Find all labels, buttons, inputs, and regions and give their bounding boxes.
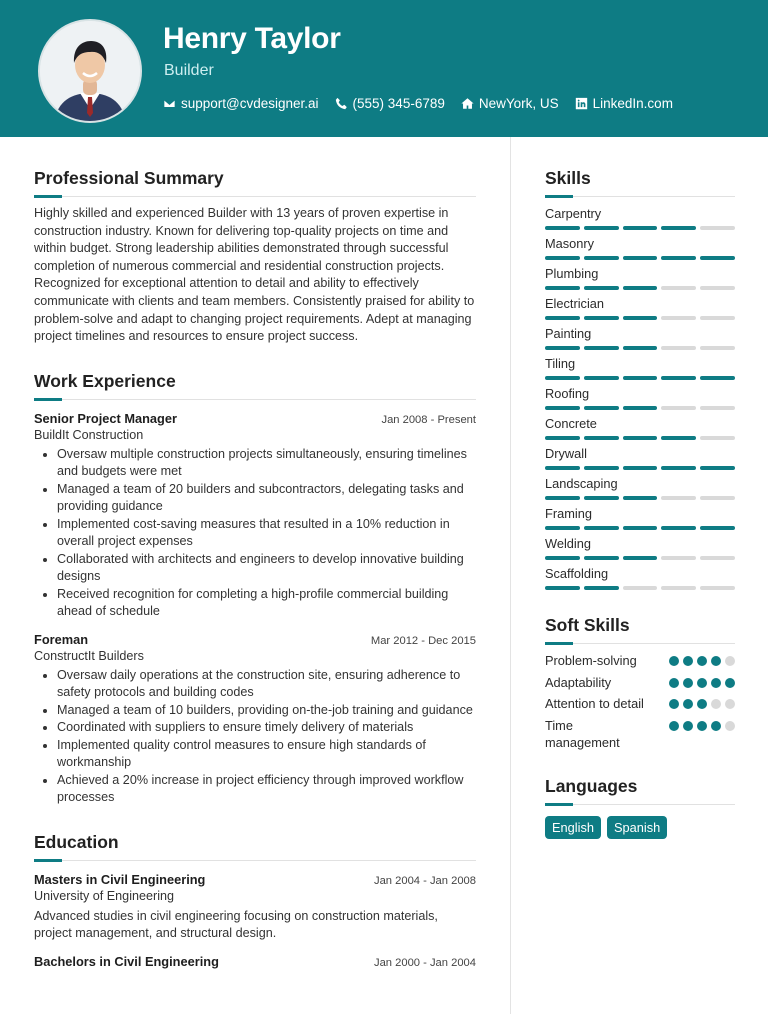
contact-linkedin-text: LinkedIn.com xyxy=(592,95,673,111)
skill-name: Concrete xyxy=(545,416,597,431)
skill-item xyxy=(545,446,735,470)
rating-dot xyxy=(711,699,721,709)
education-entry xyxy=(34,872,476,943)
job-bullet: • Received recognition for completing a high-profile commercial building ahead of schedule xyxy=(57,586,476,621)
skill-level-segment xyxy=(623,526,658,530)
skill-level-segment xyxy=(661,226,696,230)
skill-level-segment xyxy=(700,436,735,440)
degree-dates: Jan 2004 - Jan 2008 xyxy=(373,874,476,887)
job-title: Senior Project Manager xyxy=(34,410,177,426)
job-entry xyxy=(34,411,476,621)
skill-level-segment xyxy=(661,286,696,290)
rating-dot xyxy=(669,656,679,666)
skill-level-bar xyxy=(545,226,735,230)
education-section xyxy=(34,832,476,969)
job-company: BuildIt Construction xyxy=(34,427,144,442)
skill-level-segment xyxy=(545,226,580,230)
contact-linkedin[interactable] xyxy=(575,96,673,111)
candidate-name: Henry Taylor xyxy=(163,22,341,55)
skill-level-segment xyxy=(545,466,580,470)
rating-dot xyxy=(711,721,721,731)
skill-level-segment xyxy=(545,316,580,320)
soft-skill-rating xyxy=(669,656,735,666)
skill-level-bar xyxy=(545,346,735,350)
skill-item xyxy=(545,506,735,530)
soft-skills-heading: Soft Skills xyxy=(545,615,735,644)
skill-level-bar xyxy=(545,556,735,560)
linkedin-icon xyxy=(575,97,588,110)
rating-dot xyxy=(683,678,693,688)
skill-level-segment xyxy=(584,526,619,530)
skill-level-bar xyxy=(545,286,735,290)
skill-level-segment xyxy=(584,406,619,410)
skill-item xyxy=(545,206,735,230)
skill-level-segment xyxy=(623,316,658,320)
skill-name: Carpentry xyxy=(545,206,602,221)
skill-item xyxy=(545,266,735,290)
soft-skill-item xyxy=(545,674,735,692)
avatar xyxy=(38,19,142,123)
skill-level-segment xyxy=(623,586,658,590)
contact-bar xyxy=(163,94,673,112)
skill-level-segment xyxy=(545,556,580,560)
candidate-role: Builder xyxy=(164,62,214,79)
skill-level-segment xyxy=(661,406,696,410)
skill-level-segment xyxy=(584,346,619,350)
soft-skill-name: Adaptability xyxy=(545,674,612,690)
skill-level-bar xyxy=(545,376,735,380)
skill-item xyxy=(545,386,735,410)
language-tag: English xyxy=(545,816,601,839)
skill-level-segment xyxy=(623,436,658,440)
degree-dates: Jan 2000 - Jan 2004 xyxy=(373,956,476,969)
skill-level-bar xyxy=(545,406,735,410)
skill-level-segment xyxy=(700,286,735,290)
contact-phone-text: (555) 345-6789 xyxy=(352,95,445,111)
skill-level-segment xyxy=(545,256,580,260)
summary-section xyxy=(34,168,476,346)
skill-level-segment xyxy=(584,436,619,440)
rating-dot xyxy=(683,699,693,709)
resume-header xyxy=(0,0,768,137)
job-bullet: • Achieved a 20% increase in project efficiency through improved workflow processes xyxy=(57,772,476,807)
skill-level-segment xyxy=(623,406,658,410)
skill-name: Electrician xyxy=(545,296,605,311)
skill-level-segment xyxy=(545,406,580,410)
skill-name: Painting xyxy=(545,326,592,341)
summary-text: Highly skilled and experienced Builder with 13 years of proven expertise in construction industry. Known for delivering top-quality projects on time and within budget. Strong leadership abilities demonstrated through successful completion of numerous commercial and residential construction projects. Recognized for exceptional attention to detail and ability to effectively communicate with clients and team members. Consistently praised for ability to problem-solve and adapt to changing project requirements. Adept at managing project timelines and resources to ensure project success. xyxy=(34,206,475,344)
job-bullet: • Managed a team of 20 builders and subcontractors, delegating tasks and providing guidance xyxy=(57,481,476,516)
job-bullet: • Oversaw daily operations at the construction site, ensuring adherence to safety protocols and building codes xyxy=(57,667,476,702)
degree-title: Bachelors in Civil Engineering xyxy=(34,953,219,969)
skills-list xyxy=(545,206,735,590)
skill-level-segment xyxy=(700,556,735,560)
skills-section xyxy=(545,168,735,590)
skill-level-segment xyxy=(623,256,658,260)
rating-dot xyxy=(669,721,679,731)
job-bullet: • Collaborated with architects and engineers to develop innovative building designs xyxy=(57,551,476,586)
languages-list xyxy=(545,816,735,839)
language-tag: Spanish xyxy=(607,816,667,839)
skill-name: Framing xyxy=(545,506,592,521)
job-bullet: • Coordinated with suppliers to ensure timely delivery of materials xyxy=(57,719,476,737)
skill-name: Roofing xyxy=(545,386,590,401)
soft-skill-rating xyxy=(669,699,735,709)
skill-level-segment xyxy=(584,556,619,560)
rating-dot xyxy=(711,656,721,666)
skill-item xyxy=(545,296,735,320)
skill-item xyxy=(545,326,735,350)
skill-level-segment xyxy=(584,376,619,380)
skill-level-segment xyxy=(661,316,696,320)
job-company: ConstructIt Builders xyxy=(34,648,144,663)
rating-dot xyxy=(725,656,735,666)
education-entry xyxy=(34,954,476,969)
skill-item xyxy=(545,476,735,500)
skill-level-segment xyxy=(623,226,658,230)
soft-skills-list xyxy=(545,652,735,752)
skill-level-segment xyxy=(623,286,658,290)
skill-level-segment xyxy=(700,466,735,470)
skill-level-bar xyxy=(545,316,735,320)
rating-dot xyxy=(697,721,707,731)
skill-level-segment xyxy=(545,376,580,380)
skill-level-segment xyxy=(584,496,619,500)
skill-level-segment xyxy=(661,466,696,470)
skill-name: Tiling xyxy=(545,356,576,371)
rating-dot xyxy=(697,678,707,688)
home-icon xyxy=(461,97,474,110)
school-name: University of Engineering xyxy=(34,888,175,903)
education-heading: Education xyxy=(34,832,476,861)
rating-dot xyxy=(697,656,707,666)
contact-location-text: NewYork, US xyxy=(478,95,559,111)
job-title: Foreman xyxy=(34,631,89,647)
skill-level-bar xyxy=(545,526,735,530)
rating-dot xyxy=(725,699,735,709)
languages-section xyxy=(545,776,735,839)
skill-level-segment xyxy=(623,346,658,350)
skill-item xyxy=(545,566,735,590)
job-bullet: • Implemented quality control measures to ensure high standards of workmanship xyxy=(57,737,476,772)
job-dates: Jan 2008 - Present xyxy=(381,413,476,426)
phone-icon xyxy=(335,97,348,110)
skill-level-segment xyxy=(584,586,619,590)
skill-level-segment xyxy=(700,256,735,260)
skill-level-segment xyxy=(545,586,580,590)
skill-level-bar xyxy=(545,436,735,440)
job-bullet: • Managed a team of 10 builders, providing on-the-job training and guidance xyxy=(57,702,476,720)
contact-location[interactable] xyxy=(461,96,559,111)
rating-dot xyxy=(711,678,721,688)
job-bullet: • Oversaw multiple construction projects simultaneously, ensuring timelines and budgets were met xyxy=(57,446,476,481)
job-bullet: • Implemented cost-saving measures that resulted in a 10% reduction in overall project expenses xyxy=(57,516,476,551)
skill-level-segment xyxy=(623,376,658,380)
job-bullets xyxy=(34,446,476,621)
skill-level-segment xyxy=(584,286,619,290)
skill-level-bar xyxy=(545,586,735,590)
rating-dot xyxy=(669,699,679,709)
skill-level-segment xyxy=(623,466,658,470)
skill-item xyxy=(545,536,735,560)
skill-item xyxy=(545,416,735,440)
soft-skill-item xyxy=(545,717,735,752)
skill-level-segment xyxy=(700,346,735,350)
soft-skill-rating xyxy=(669,721,735,731)
skill-level-segment xyxy=(661,256,696,260)
skill-level-segment xyxy=(661,436,696,440)
skill-level-segment xyxy=(661,376,696,380)
skill-name: Plumbing xyxy=(545,266,599,281)
contact-phone[interactable] xyxy=(335,96,445,111)
main-column xyxy=(34,168,476,969)
soft-skill-item xyxy=(545,695,735,713)
soft-skill-rating xyxy=(669,678,735,688)
skill-level-segment xyxy=(700,226,735,230)
job-dates: Mar 2012 - Dec 2015 xyxy=(370,634,476,647)
skill-level-segment xyxy=(661,496,696,500)
skill-level-segment xyxy=(700,526,735,530)
rating-dot xyxy=(683,721,693,731)
skill-level-segment xyxy=(661,586,696,590)
degree-title: Masters in Civil Engineering xyxy=(34,871,206,887)
languages-heading: Languages xyxy=(545,776,735,805)
contact-email[interactable] xyxy=(163,96,319,111)
skill-name: Drywall xyxy=(545,446,587,461)
soft-skill-name: Problem-solving xyxy=(545,653,637,668)
soft-skill-item xyxy=(545,652,735,670)
skill-level-segment xyxy=(700,406,735,410)
skill-level-segment xyxy=(661,556,696,560)
skills-heading: Skills xyxy=(545,168,735,197)
skill-level-segment xyxy=(545,526,580,530)
skill-level-segment xyxy=(700,316,735,320)
skill-name: Masonry xyxy=(545,236,595,251)
skill-level-segment xyxy=(661,526,696,530)
skill-name: Welding xyxy=(545,536,592,551)
degree-description: Advanced studies in civil engineering focusing on construction materials, project management, and structural design. xyxy=(34,908,438,941)
rating-dot xyxy=(697,699,707,709)
skill-level-segment xyxy=(545,496,580,500)
skill-level-segment xyxy=(584,316,619,320)
skill-level-segment xyxy=(700,376,735,380)
profile-photo-icon xyxy=(40,21,140,121)
skill-level-bar xyxy=(545,256,735,260)
skill-level-segment xyxy=(584,466,619,470)
rating-dot xyxy=(683,656,693,666)
skill-level-segment xyxy=(584,256,619,260)
skill-name: Landscaping xyxy=(545,476,618,491)
skill-level-segment xyxy=(584,226,619,230)
skill-level-bar xyxy=(545,466,735,470)
skill-level-segment xyxy=(545,286,580,290)
rating-dot xyxy=(669,678,679,688)
job-entry xyxy=(34,632,476,807)
soft-skill-name: Time management xyxy=(545,717,620,750)
skill-item xyxy=(545,356,735,380)
column-divider xyxy=(510,137,511,1014)
soft-skills-section xyxy=(545,615,735,752)
summary-heading: Professional Summary xyxy=(34,168,476,197)
experience-section xyxy=(34,371,476,807)
skill-level-segment xyxy=(700,496,735,500)
experience-heading: Work Experience xyxy=(34,371,476,400)
skill-item xyxy=(545,236,735,260)
skill-level-segment xyxy=(661,346,696,350)
job-bullets xyxy=(34,667,476,807)
skill-level-segment xyxy=(700,586,735,590)
skill-level-segment xyxy=(545,436,580,440)
rating-dot xyxy=(725,721,735,731)
soft-skill-name: Attention to detail xyxy=(545,696,644,711)
contact-email-text: support@cvdesigner.ai xyxy=(181,95,319,111)
skill-level-bar xyxy=(545,496,735,500)
skill-level-segment xyxy=(623,496,658,500)
skill-level-segment xyxy=(545,346,580,350)
email-icon xyxy=(163,97,176,110)
skill-level-segment xyxy=(623,556,658,560)
skill-name: Scaffolding xyxy=(545,566,609,581)
side-column xyxy=(545,168,735,839)
rating-dot xyxy=(725,678,735,688)
